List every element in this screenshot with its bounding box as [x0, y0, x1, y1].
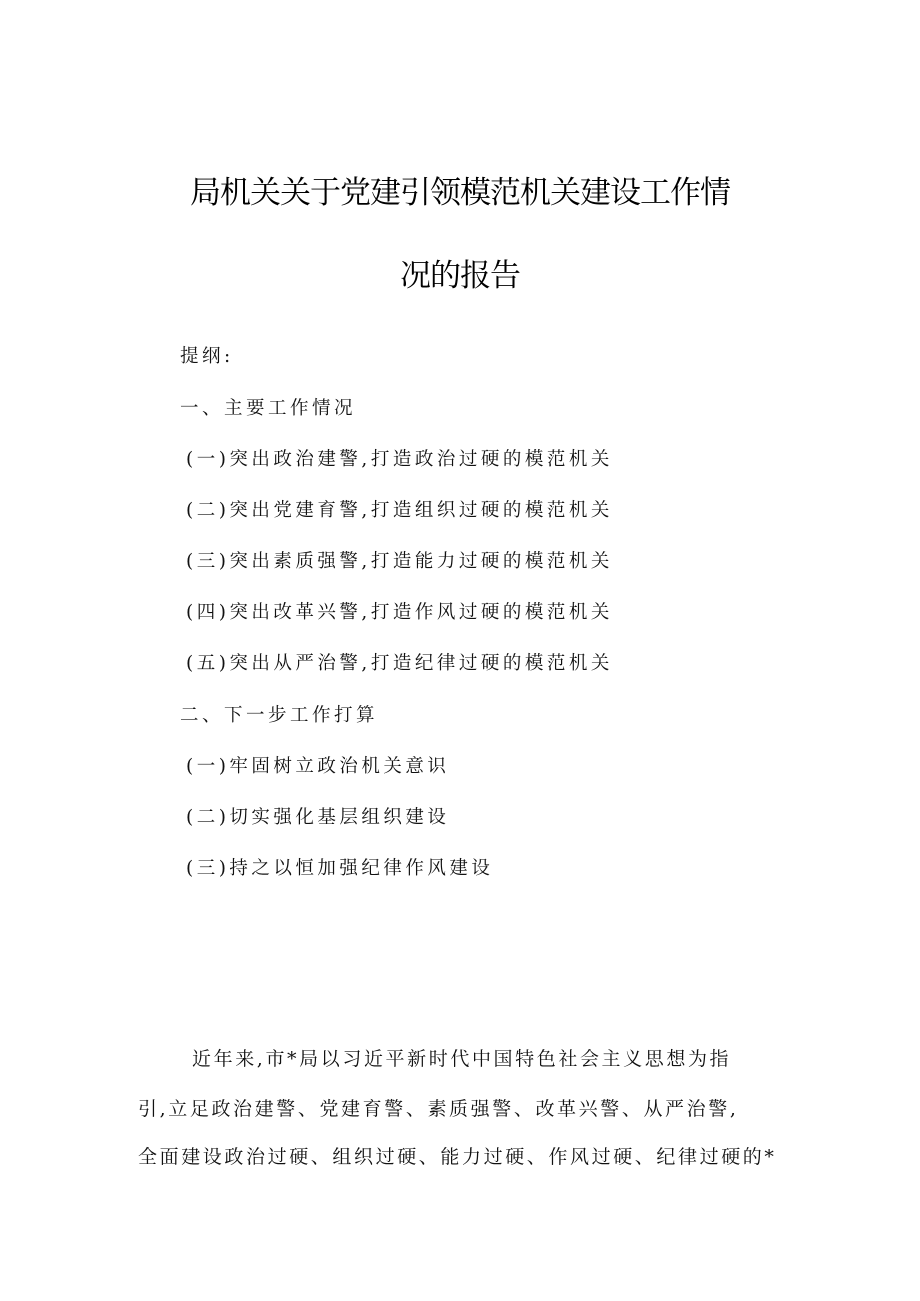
paragraph-line: 近年来,市*局以习近平新时代中国特色社会主义思想为指: [192, 1048, 732, 1070]
section-1-item: (一)突出政治建警,打造政治过硬的模范机关: [186, 449, 613, 470]
section-2-item: (二)切实强化基层组织建设: [186, 807, 450, 828]
section-1-item: (五)突出从严治警,打造纪律过硬的模范机关: [186, 653, 613, 674]
outline-label: 提纲:: [180, 346, 234, 367]
paragraph-line: 引,立足政治建警、党建育警、素质强警、改革兴警、从严治警,: [138, 1098, 739, 1120]
section-1-item: (三)突出素质强警,打造能力过硬的模范机关: [186, 551, 613, 572]
paragraph-line: 全面建设政治过硬、组织过硬、能力过硬、作风过硬、纪律过硬的*: [138, 1146, 777, 1168]
section-1-item: (四)突出改革兴警,打造作风过硬的模范机关: [186, 602, 613, 623]
section-2-item: (一)牢固树立政治机关意识: [186, 756, 450, 777]
document-title-line-1: 局机关关于党建引领模范机关建设工作情: [190, 175, 730, 211]
section-1-item: (二)突出党建育警,打造组织过硬的模范机关: [186, 500, 613, 521]
section-2-item: (三)持之以恒加强纪律作风建设: [186, 858, 494, 879]
section-1-heading: 一、主要工作情况: [180, 398, 357, 419]
document-title-line-2: 况的报告: [400, 258, 520, 294]
section-2-heading: 二、下一步工作打算: [180, 705, 379, 726]
